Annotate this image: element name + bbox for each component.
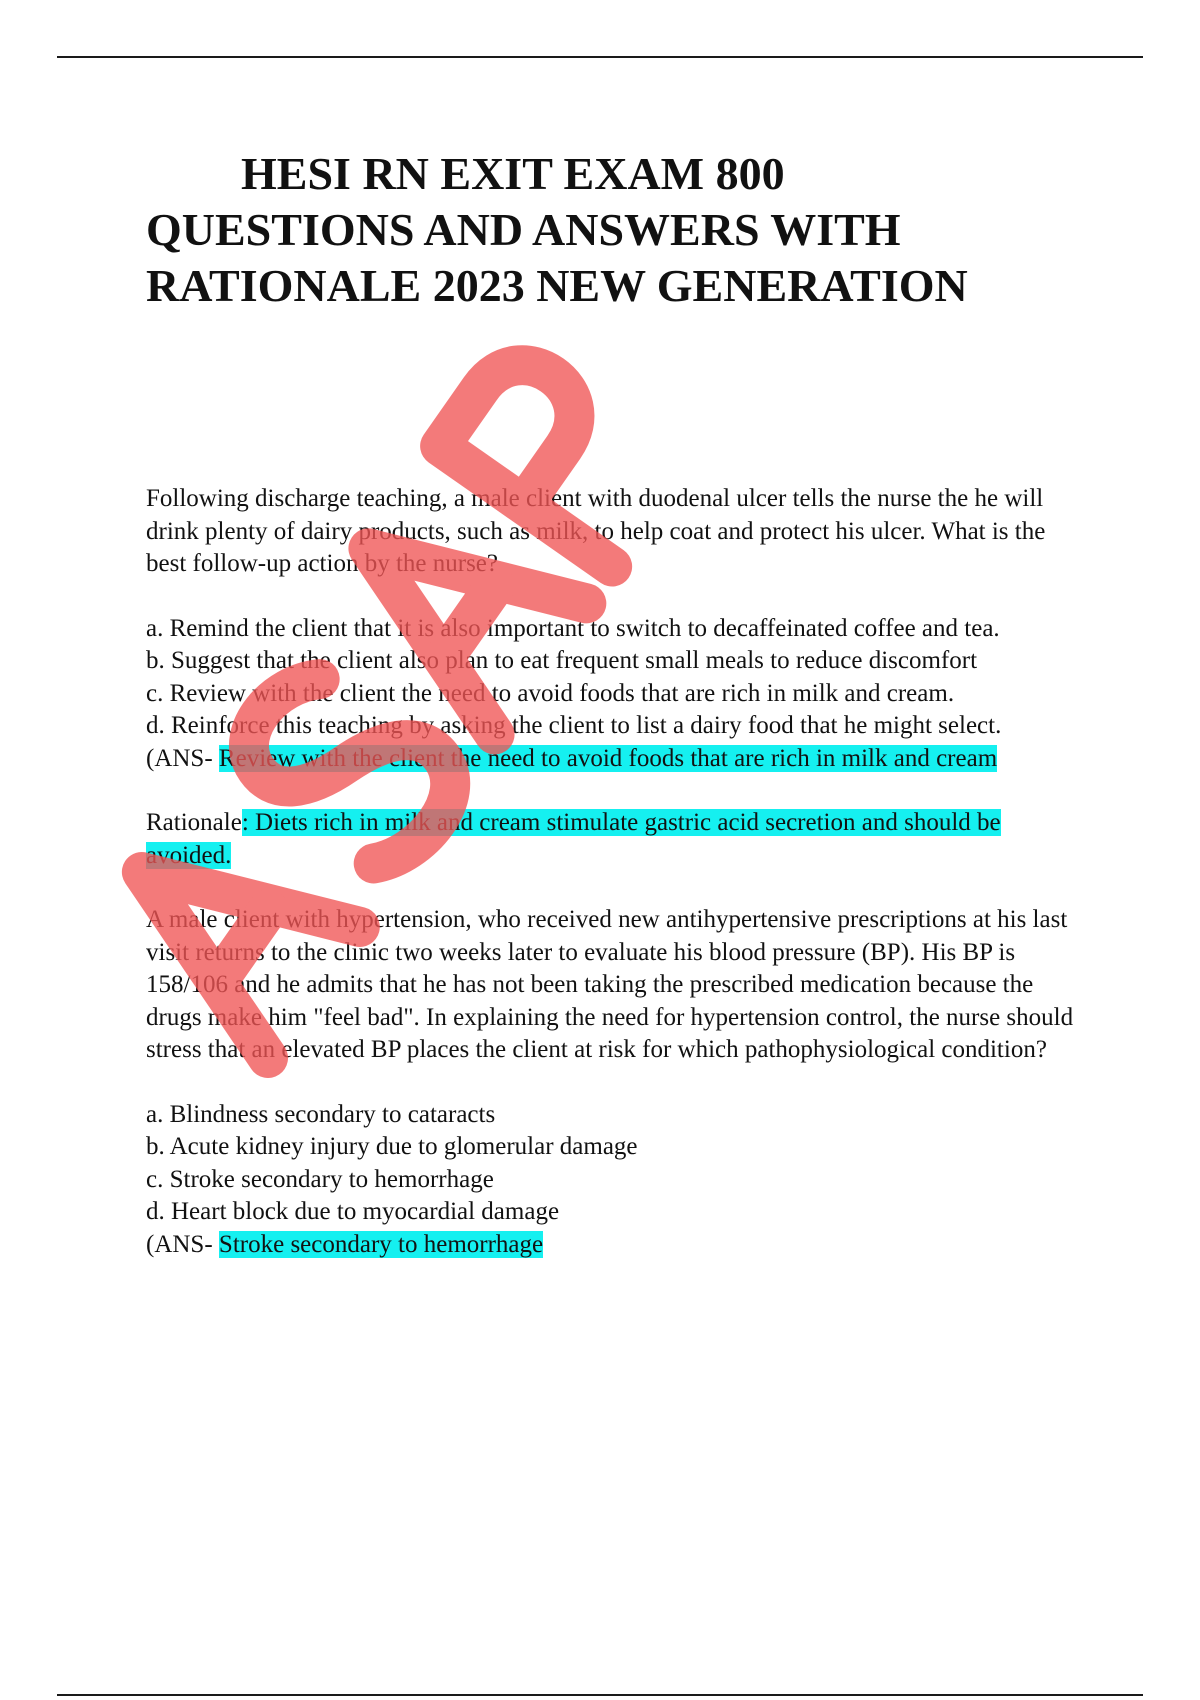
question-2-answer <box>146 1229 1086 1262</box>
question-2-option-a: a. Blindness secondary to cataracts <box>146 1100 496 1128</box>
top-rule <box>57 56 1143 58</box>
title-line-3: RATIONALE 2023 NEW GENERATION <box>146 260 968 311</box>
answer-highlight: Stroke secondary to hemorrhage <box>218 1230 544 1258</box>
answer-prefix: (ANS- <box>146 744 219 772</box>
document-title <box>146 146 1126 314</box>
question-1-option-d: d. Reinforce this teaching by asking the client to list a dairy food that he might select. <box>146 712 1002 739</box>
question-1-option-c: c. Review with the client the need to avoid foods that are rich in milk and cream. <box>146 679 955 707</box>
answer-prefix: (ANS- <box>146 1230 219 1258</box>
answer-highlight: Review with the client the need to avoid foods that are rich in milk and cream <box>218 744 998 772</box>
question-1-rationale <box>146 807 1086 872</box>
question-1-stem: Following discharge teaching, a male client with duodenal ulcer tells the nurse the he will drink plenty of dairy products, such as milk, to help coat and protect his ulcer. What is the best follow-up action by the nurse? <box>146 485 1046 577</box>
title-line-1: HESI RN EXIT EXAM 800 <box>241 148 785 199</box>
question-1-option-a: a. Remind the client that it is also important to switch to decaffeinated coffee and tea. <box>146 614 1000 642</box>
question-1-answer <box>146 743 1086 776</box>
rationale-highlight: : Diets rich in milk and cream stimulate gastric acid secretion and should be avoided. <box>146 809 1001 869</box>
question-2-option-d: d. Heart block due to myocardial damage <box>146 1198 560 1225</box>
question-2-stem: A male client with hypertension, who received new antihypertensive prescriptions at his last visit returns to the clinic two weeks later to evaluate his blood pressure (BP). His BP is 158/106 and he admits that he has not been taking the prescribed medication because the drugs make him "feel bad". In explaining the need for hypertension control, the nurse should stress that an elevated BP places the client at risk for which pathophysiological condition? <box>146 906 1074 1063</box>
title-line-2: QUESTIONS AND ANSWERS WITH <box>146 204 901 255</box>
question-2-option-b: b. Acute kidney injury due to glomerular damage <box>146 1133 638 1160</box>
bottom-rule <box>57 1694 1143 1696</box>
document-body <box>146 483 1086 1261</box>
question-1-option-b: b. Suggest that the client also plan to eat frequent small meals to reduce discomfort <box>146 647 978 674</box>
rationale-label: Rationale <box>146 809 242 836</box>
question-2-option-c: c. Stroke secondary to hemorrhage <box>146 1165 494 1193</box>
